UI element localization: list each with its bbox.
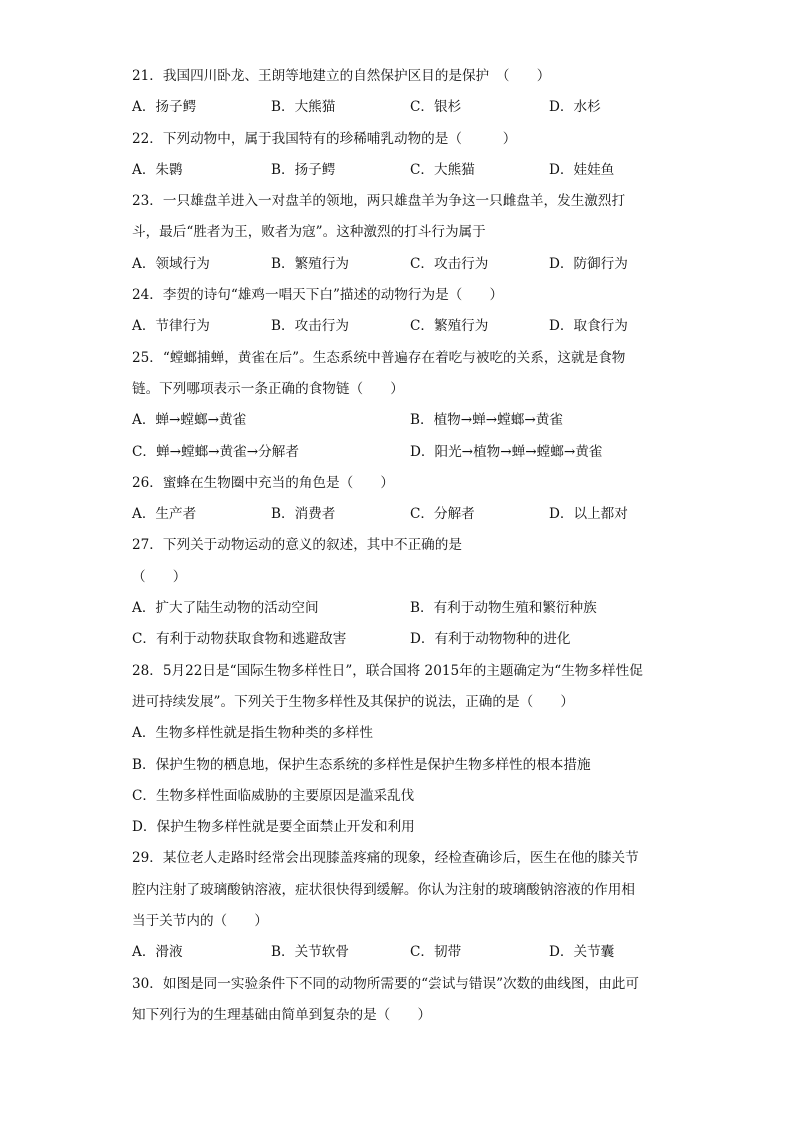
question-23-options-row: [132, 249, 724, 280]
question-23-option: C．攻击行为: [410, 255, 489, 272]
question-29-stem-line: 当于关节内的（ ）: [132, 913, 268, 930]
question-21-stem-line: 21．我国四川卧龙、王朗等地建立的自然保护区目的是保护 （ ）: [132, 68, 551, 84]
question-24-options-row: [132, 311, 724, 342]
question-25-option: A．蝉→螳螂→黄雀: [132, 412, 247, 429]
question-21-option: A．扬子鳄: [132, 99, 197, 116]
question-26-option: D．以上都对: [549, 506, 628, 523]
question-23-stem-line: 斗，最后“胜者为王，败者为寇”。这种激烈的打斗行为属于: [132, 224, 486, 241]
question-22-option: A．朱鹮: [132, 161, 183, 178]
question-27-stem-line: （ ）: [132, 568, 187, 585]
question-21-options-row: [132, 92, 724, 123]
question-29-stem-line: 腔内注射了玻璃酸钠溶液，症状很快得到缓解。你认为注射的玻璃酸钠溶液的作用相: [132, 881, 635, 898]
question-26-option: C．分解者: [410, 506, 475, 523]
question-24-option: D．取食行为: [549, 318, 628, 335]
question-26-option: A．生产者: [132, 506, 197, 523]
question-27-option: C．有利于动物获取食物和逃避敌害: [132, 631, 347, 648]
question-25-stem-line: 25．“螳螂捕蝉，黄雀在后”。生态系统中普遍存在着吃与被吃的关系，这就是食物: [132, 349, 626, 366]
question-28-option: D．保护生物多样性就是要全面禁止开发和利用: [132, 819, 415, 836]
question-25-stem-line: 链。下列哪项表示一条正确的食物链（ ）: [132, 380, 404, 397]
question-29-stem-line: 29．某位老人走路时经常会出现膝盖疼痛的现象，经检查确诊后，医生在他的膝关节: [132, 850, 639, 867]
question-21-option: B．大熊猫: [271, 99, 336, 116]
question-27-option: B．有利于动物生殖和繁衍种族: [410, 600, 597, 617]
question-27-options-row: [132, 624, 724, 655]
question-23-option: B．繁殖行为: [271, 255, 349, 272]
question-25-option: B．植物→蝉→螳螂→黄雀: [410, 412, 563, 429]
question-26-options-row: [132, 499, 724, 530]
question-22-option: D．娃娃鱼: [549, 161, 615, 178]
question-28-option: A．生物多样性就是指生物种类的多样性: [132, 725, 373, 742]
question-24-option: C．繁殖行为: [410, 318, 489, 335]
question-25-option: C．蝉→螳螂→黄雀→分解者: [132, 443, 299, 460]
question-27-stem-line: 27．下列关于动物运动的意义的叙述，其中不正确的是: [132, 537, 462, 554]
question-27-option: A．扩大了陆生动物的活动空间: [132, 600, 319, 617]
question-22-stem-line: 22．下列动物中，属于我国特有的珍稀哺乳动物的是（ ）: [132, 130, 517, 147]
question-28-stem-line: 28．5月22日是“国际生物多样性日”，联合国将 2015年的主题确定为“生物多样性促: [132, 662, 643, 679]
question-26-stem-line: 26．蜜蜂在生物圈中充当的角色是（ ）: [132, 474, 394, 491]
question-28-option: C．生物多样性面临威胁的主要原因是滥采乱伐: [132, 787, 415, 804]
question-22-option: B．扬子鳄: [271, 161, 336, 178]
question-29-options-row: [132, 937, 724, 968]
question-22-option: C．大熊猫: [410, 161, 475, 178]
question-24-stem-line: 24．李贺的诗句“雄鸡一唱天下白”描述的动物行为是（ ）: [132, 287, 504, 304]
question-29-option: B．关节软骨: [271, 944, 349, 961]
question-23-stem-line: 23．一只雄盘羊进入一对盘羊的领地，两只雄盘羊为争这一只雌盘羊，发生激烈打: [132, 193, 626, 210]
question-24-option: A．节律行为: [132, 318, 210, 335]
question-28-option: B．保护生物的栖息地，保护生态系统的多样性是保护生物多样性的根本措施: [132, 756, 591, 773]
question-27-options-row: [132, 593, 724, 624]
question-21-option: C．银杉: [410, 99, 462, 116]
question-26-option: B．消费者: [271, 506, 336, 523]
question-29-option: A．滑液: [132, 944, 183, 961]
question-27-option: D．有利于动物物种的进化: [410, 631, 571, 648]
question-28-stem-line: 进可持续发展”。下列关于生物多样性及其保护的说法，正确的是（ ）: [132, 693, 574, 710]
question-24-option: B．攻击行为: [271, 318, 349, 335]
question-29-option: D．关节囊: [549, 944, 615, 961]
question-30-stem-line: 30．如图是同一实验条件下不同的动物所需要的“尝试与错误”次数的曲线图，由此可: [132, 975, 639, 992]
question-22-options-row: [132, 155, 724, 186]
question-21-option: D．水杉: [549, 99, 601, 116]
question-29-option: C．韧带: [410, 944, 462, 961]
question-25-options-row: [132, 405, 724, 436]
question-25-options-row: [132, 437, 724, 468]
question-23-option: D．防御行为: [549, 255, 628, 272]
question-23-option: A．领域行为: [132, 255, 210, 272]
question-30-stem-line: 知下列行为的生理基础由简单到复杂的是（ ）: [132, 1006, 432, 1023]
question-25-option: D．阳光→植物→蝉→螳螂→黄雀: [410, 443, 603, 460]
